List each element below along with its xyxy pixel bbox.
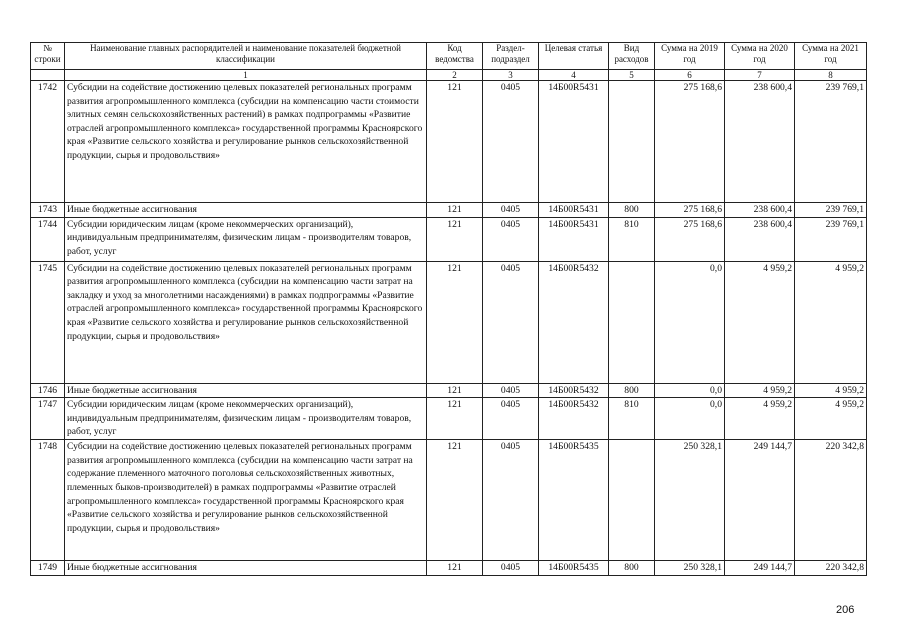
header-row xyxy=(31,43,867,70)
table-row xyxy=(31,217,867,261)
page-number: 206 xyxy=(836,604,855,616)
target-article-cell: 14Б00R5435 xyxy=(539,440,609,561)
row-name-cell: Субсидии на содействие достижению целевых показателей региональных программ развития агропромышленного комплекса (субсидии на компенсацию части стоимости элитных семян сельскохозяйственных растений) в рамках подпрограммы «Развитие отраслей агропромышленного комплекса» государственной программы Красноярского края «Развитие сельского хозяйства и регулирование рынков сельскохозяйственной продукции, сырья и продовольствия» xyxy=(65,81,427,203)
dept-code-cell: 121 xyxy=(427,398,483,440)
column-number: 4 xyxy=(539,70,609,81)
row-name-cell: Иные бюджетные ассигнования xyxy=(65,383,427,398)
sum-2021-cell: 239 769,1 xyxy=(795,81,867,203)
row-name-cell: Субсидии на содействие достижению целевых показателей региональных программ развития агропромышленного комплекса (субсидии на компенсацию части затрат на содержание племенного маточного поголовья сельскохозяйственных животных, племенных быков-производителей) в рамках подпрограммы «Развитие отраслей агропромышленного комплекса» государственной программы Красноярского края «Развитие сельского хозяйства и регулирование рынков сельскохозяйственной продукции, сырья и продовольствия» xyxy=(65,440,427,561)
table-row xyxy=(31,383,867,398)
column-number: 2 xyxy=(427,70,483,81)
row-number-cell: 1747 xyxy=(31,398,65,440)
header-sum-2021: Сумма на 2021 год xyxy=(795,43,867,70)
row-name-cell: Иные бюджетные ассигнования xyxy=(65,561,427,576)
sum-2019-cell: 275 168,6 xyxy=(655,81,725,203)
expense-type-cell xyxy=(609,261,655,383)
sum-2020-cell: 249 144,7 xyxy=(725,440,795,561)
budget-table xyxy=(30,42,867,576)
sum-2019-cell: 250 328,1 xyxy=(655,440,725,561)
row-name-cell: Субсидии на содействие достижению целевых показателей региональных программ развития агропромышленного комплекса (субсидии на компенсацию части затрат на закладку и уход за многолетними насаждениями) в рамках подпрограммы «Развитие отраслей агропромышленного комплекса» государственной программы Красноярского края «Развитие сельского хозяйства и регулирование рынков сельскохозяйственной продукции, сырья и продовольствия» xyxy=(65,261,427,383)
sum-2019-cell: 0,0 xyxy=(655,261,725,383)
sum-2021-cell: 4 959,2 xyxy=(795,261,867,383)
dept-code-cell: 121 xyxy=(427,561,483,576)
table-row xyxy=(31,561,867,576)
column-number: 6 xyxy=(655,70,725,81)
sum-2020-cell: 238 600,4 xyxy=(725,217,795,261)
column-number: 1 xyxy=(65,70,427,81)
dept-code-cell: 121 xyxy=(427,217,483,261)
column-number xyxy=(31,70,65,81)
sum-2019-cell: 0,0 xyxy=(655,383,725,398)
target-article-cell: 14Б00R5431 xyxy=(539,81,609,203)
sum-2021-cell: 239 769,1 xyxy=(795,203,867,218)
row-number-cell: 1745 xyxy=(31,261,65,383)
sum-2021-cell: 239 769,1 xyxy=(795,217,867,261)
table-row xyxy=(31,203,867,218)
expense-type-cell: 810 xyxy=(609,398,655,440)
row-number-cell: 1749 xyxy=(31,561,65,576)
row-number-cell: 1748 xyxy=(31,440,65,561)
sum-2019-cell: 275 168,6 xyxy=(655,217,725,261)
header-section: Раздел-подраздел xyxy=(483,43,539,70)
header-sum-2020: Сумма на 2020 год xyxy=(725,43,795,70)
target-article-cell: 14Б00R5431 xyxy=(539,217,609,261)
expense-type-cell: 810 xyxy=(609,217,655,261)
header-dept-code: Код ведомства xyxy=(427,43,483,70)
table-row xyxy=(31,398,867,440)
row-name-cell: Иные бюджетные ассигнования xyxy=(65,203,427,218)
target-article-cell: 14Б00R5432 xyxy=(539,398,609,440)
column-number: 5 xyxy=(609,70,655,81)
row-number-cell: 1746 xyxy=(31,383,65,398)
target-article-cell: 14Б00R5432 xyxy=(539,261,609,383)
column-number: 7 xyxy=(725,70,795,81)
sum-2020-cell: 4 959,2 xyxy=(725,383,795,398)
dept-code-cell: 121 xyxy=(427,383,483,398)
sum-2020-cell: 249 144,7 xyxy=(725,561,795,576)
header-row-no: № строки xyxy=(31,43,65,70)
target-article-cell: 14Б00R5435 xyxy=(539,561,609,576)
section-cell: 0405 xyxy=(483,398,539,440)
expense-type-cell: 800 xyxy=(609,561,655,576)
section-cell: 0405 xyxy=(483,217,539,261)
table-body xyxy=(31,81,867,576)
section-cell: 0405 xyxy=(483,81,539,203)
dept-code-cell: 121 xyxy=(427,261,483,383)
dept-code-cell: 121 xyxy=(427,440,483,561)
sum-2020-cell: 238 600,4 xyxy=(725,81,795,203)
sum-2019-cell: 250 328,1 xyxy=(655,561,725,576)
row-name-cell: Субсидии юридическим лицам (кроме некоммерческих организаций), индивидуальным предпринимателям, физическим лицам - производителям товаров, работ, услуг xyxy=(65,398,427,440)
dept-code-cell: 121 xyxy=(427,203,483,218)
sum-2021-cell: 220 342,8 xyxy=(795,561,867,576)
expense-type-cell: 800 xyxy=(609,203,655,218)
sum-2021-cell: 4 959,2 xyxy=(795,398,867,440)
header-name: Наименование главных распорядителей и наименование показателей бюджетной классификации xyxy=(65,43,427,70)
sum-2020-cell: 4 959,2 xyxy=(725,398,795,440)
section-cell: 0405 xyxy=(483,561,539,576)
section-cell: 0405 xyxy=(483,261,539,383)
section-cell: 0405 xyxy=(483,203,539,218)
target-article-cell: 14Б00R5431 xyxy=(539,203,609,218)
column-number: 8 xyxy=(795,70,867,81)
section-cell: 0405 xyxy=(483,383,539,398)
row-number-cell: 1743 xyxy=(31,203,65,218)
row-name-cell: Субсидии юридическим лицам (кроме некоммерческих организаций), индивидуальным предпринимателям, физическим лицам - производителям товаров, работ, услуг xyxy=(65,217,427,261)
expense-type-cell: 800 xyxy=(609,383,655,398)
expense-type-cell xyxy=(609,440,655,561)
expense-type-cell xyxy=(609,81,655,203)
table-row xyxy=(31,261,867,383)
sum-2021-cell: 220 342,8 xyxy=(795,440,867,561)
sum-2019-cell: 0,0 xyxy=(655,398,725,440)
header-expense-type: Вид расходов xyxy=(609,43,655,70)
row-number-cell: 1742 xyxy=(31,81,65,203)
table-row xyxy=(31,81,867,203)
table-row xyxy=(31,440,867,561)
section-cell: 0405 xyxy=(483,440,539,561)
column-number: 3 xyxy=(483,70,539,81)
row-number-cell: 1744 xyxy=(31,217,65,261)
sum-2021-cell: 4 959,2 xyxy=(795,383,867,398)
dept-code-cell: 121 xyxy=(427,81,483,203)
target-article-cell: 14Б00R5432 xyxy=(539,383,609,398)
sum-2020-cell: 238 600,4 xyxy=(725,203,795,218)
sum-2019-cell: 275 168,6 xyxy=(655,203,725,218)
column-number-row xyxy=(31,70,867,81)
sum-2020-cell: 4 959,2 xyxy=(725,261,795,383)
header-sum-2019: Сумма на 2019 год xyxy=(655,43,725,70)
header-target: Целевая статья xyxy=(539,43,609,70)
